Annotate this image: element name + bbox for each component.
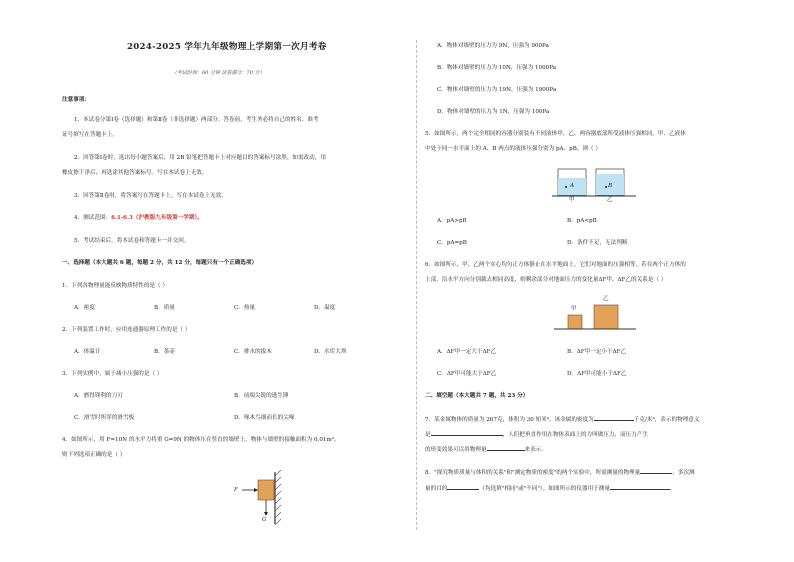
- q6-label-yi: 乙: [603, 296, 609, 302]
- q8-line-1: 8．"探究物质质量与体积的关系"和"测定物质的密度"的两个实验中，所需测量的物理量 ，多次测: [425, 470, 695, 476]
- left-column: [62, 0, 407, 562]
- q2-option-d: D．水库大坝: [314, 349, 347, 355]
- q8-blank-3[interactable]: [610, 484, 670, 490]
- note-3: 3．回答第Ⅱ卷时，将答案写在答题卡上。写在本试卷上无效。: [74, 193, 227, 199]
- note-4: 4．测试范围：6.1-6.3（沪教版九年级第一学期）。: [74, 215, 203, 221]
- q6-cube-jia: [568, 315, 582, 329]
- q4-stem-a: 4．如图所示，用 F=10N 的水平力将重 G=9N 的物体压在竖直的墙壁上，物体与墙壁的接触面积为 0.01m²，: [62, 437, 340, 443]
- q6-cubes-figure: [550, 295, 640, 335]
- note-2b: 橡皮擦干净后，再选涂其他答案标号。写在本试卷上无效。: [62, 170, 208, 176]
- q4-option-b: B．物体对墙壁的压力为 10N，压强为 1000Pa: [437, 65, 557, 71]
- q3-option-c: C．滑雪时所穿的滑雪板: [74, 415, 135, 421]
- section1-heading: 一、选择题（本大题共 6 题，每题 2 分，共 12 分，每题只有一个正确选项）: [62, 260, 258, 266]
- q3-option-a: A．磨得锋利的刀刃: [74, 393, 123, 399]
- q2-option-b: B．茶壶: [154, 349, 175, 355]
- note-2a: 2．回答第Ⅰ卷时，选出每小题答案后，用 2B 铅笔把答题卡上对应题目的答案标号涂黑。如需改动，用: [74, 155, 326, 161]
- q6-cube-yi: [594, 305, 618, 329]
- right-column: [425, 0, 770, 562]
- q2-option-c: C．排水的拔木: [234, 349, 272, 355]
- q5-label-jia: 甲: [569, 197, 575, 203]
- q5-stem-a: 5．如图所示，两个完全相同的容器分别装有不同液体甲、乙，两容器底部所受液体压强相同，甲、乙液体: [425, 131, 686, 137]
- q6-option-a: A．ΔF甲一定大于ΔF乙: [437, 349, 497, 355]
- q3-option-d: D．啄木鸟细而长的尖喙: [234, 415, 295, 421]
- q5-stem-b: 中处于同一水平面上的 A、B 两点的液体压强分别为 pA、pB，则（ ）: [425, 146, 602, 152]
- q5-label-yi: 乙: [607, 197, 613, 203]
- q6-option-b: B．ΔF甲一定小于ΔF乙: [567, 349, 627, 355]
- q3-stem: 3．下列实例中，属于减小压强的是（ ）: [62, 371, 163, 377]
- q4-label-f: F: [234, 487, 238, 493]
- q5-option-a: A．pA>pB: [437, 218, 467, 224]
- q7-line-2: 是 ，人们把垂直作用在物体表面上的力叫做压力，而压力产生: [425, 432, 649, 438]
- q5-label-a: A: [570, 183, 575, 189]
- q3-option-b: B．前端尖锐的逃生锤: [234, 393, 289, 399]
- q8-line-2: 量的目的 （均选填"相同"或"不同"）。如图所示的仪器用于测量 。: [425, 486, 676, 492]
- q6-label-jia: 甲: [571, 306, 577, 312]
- q4-option-d: D．物体对墙壁的压力为 1N，压强为 100Pa: [437, 109, 550, 115]
- q4-block: [258, 480, 274, 500]
- test-range: 6.1-6.3（沪教版九年级第一学期）。: [111, 215, 203, 221]
- q8-blank-2[interactable]: [447, 484, 479, 490]
- q7-blank-2[interactable]: [431, 430, 503, 436]
- q1-option-a: A．密度: [74, 305, 95, 311]
- note-1a: 1．本试卷分第Ⅰ卷（选择题）和第Ⅱ卷（非选择题）两部分。答卷前，考生务必将自己的姓名、准考: [74, 117, 319, 123]
- q4-option-c: C．物体对墙壁的压力为 19N，压强为 1900Pa: [437, 87, 557, 93]
- q1-stem: 1．下列各物理量能反映物质特性的是（ ）: [62, 283, 169, 289]
- q7-line-1: 7．某金属物体的质量为 267克，体积为 30 厘米³，该金属的密度为 千克/米³，表示的物理意义: [425, 417, 700, 423]
- q5-option-d: D．条件不足，无法判断: [567, 240, 628, 246]
- q6-stem-b: 上部，沿水平方向分别截去相同高度，则剩余部分对地面压力的变化量ΔF甲、ΔF乙的关系是（ ）: [425, 277, 667, 283]
- q7-line-3: 的形变效果可以用物理量 来表示。: [425, 447, 547, 453]
- q5-option-b: B．pA<pB: [567, 218, 597, 224]
- page-title: 2024-2025 学年九年级物理上学期第一次月考卷: [127, 42, 327, 52]
- exam-subtitle: （考试时间：60 分钟 试卷满分：70 分）: [172, 70, 265, 76]
- q5-option-c: C．pA=pB: [437, 240, 467, 246]
- note-1b: 证号填写在答题卡上。: [62, 132, 118, 138]
- q5-containers-figure: [550, 165, 640, 205]
- q2-stem: 2．下列装置工作时，应用连通器原理工作的是（ ）: [62, 327, 191, 333]
- q2-option-a: A．体温计: [74, 349, 101, 355]
- notes-heading: 注意事项：: [62, 97, 90, 103]
- q6-stem-a: 6．如图所示，甲、乙两个实心均匀正方体静止在水平地面上，它们对地面的压强相等，若在两个正方体的: [425, 262, 686, 268]
- q4-stem-b: 则下列选项正确的是（ ）: [62, 452, 126, 458]
- q4-option-a: A．物体对墙壁的压力为 9N，压强为 900Pa: [437, 43, 549, 49]
- section2-heading: 二、填空题（本大题共 7 题，共 23 分）: [425, 393, 529, 399]
- q1-option-b: B．质量: [154, 305, 175, 311]
- q5-label-b: B: [608, 183, 613, 189]
- q7-blank-1[interactable]: [594, 415, 634, 421]
- q1-option-d: D．温度: [314, 305, 336, 311]
- note-5: 5．考试结束后，将本试卷和答题卡一并交回。: [74, 238, 190, 244]
- q6-option-d: D．ΔF甲可能小于ΔF乙: [567, 371, 627, 377]
- q1-option-c: C．热量: [234, 305, 256, 311]
- q7-blank-3[interactable]: [487, 445, 525, 451]
- column-divider: [416, 40, 417, 530]
- q4-label-g: G: [262, 517, 267, 523]
- q6-option-c: C．ΔF甲可能大于ΔF乙: [437, 371, 497, 377]
- q8-blank-1[interactable]: [640, 468, 672, 474]
